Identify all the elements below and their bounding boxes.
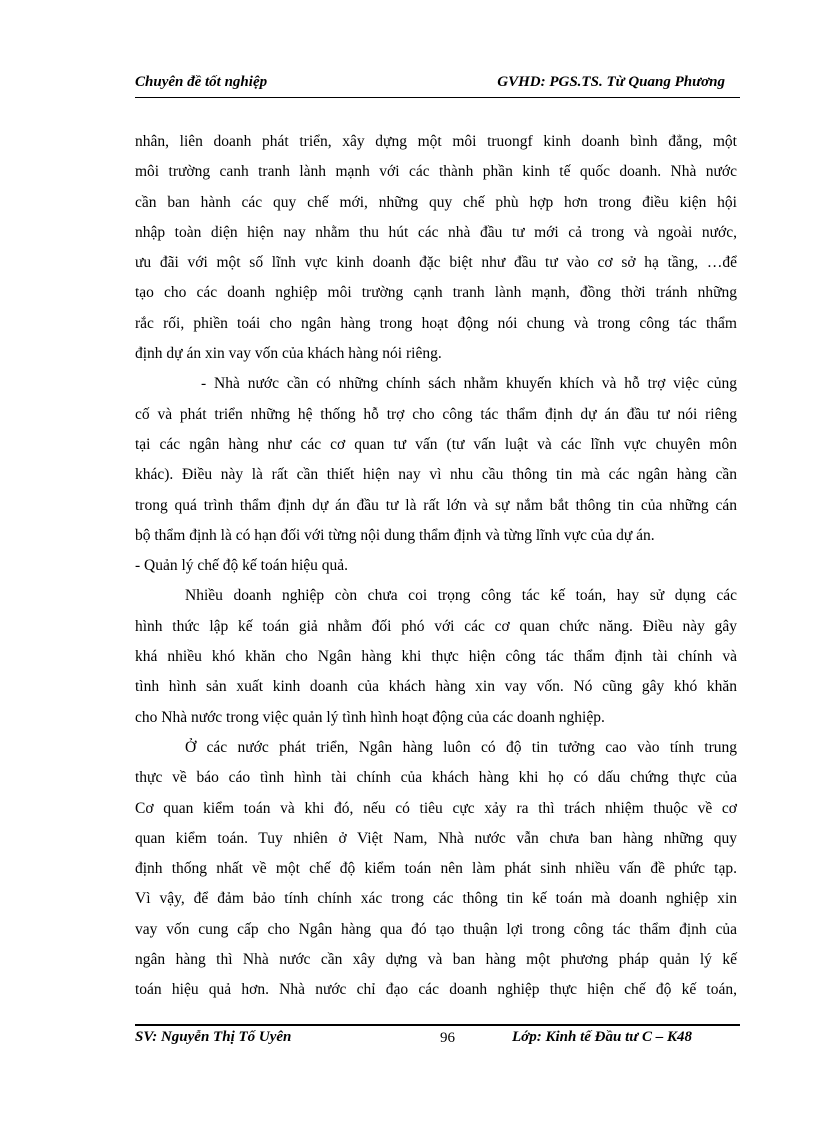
- text-line: hình thức lập kế toán giả nhằm đối phó với các cơ quan chức năng. Điều này gây: [135, 617, 737, 635]
- text-line: Vì vậy, để đảm bảo tính chính xác trong các thông tin kế toán mà doanh nghiệp xin: [135, 890, 737, 908]
- footer-student-name: SV: Nguyễn Thị Tố Uyên: [135, 1029, 292, 1045]
- text-line: - Quản lý chế độ kế toán hiệu quả.: [135, 557, 349, 575]
- text-line: vay vốn cung cấp cho Ngân hàng qua đó tạo thuận lợi trong công tác thẩm định của: [135, 920, 737, 938]
- text-line: cần ban hành các quy chế mới, những quy chế phù hợp hơn trong điều kiện hội: [135, 193, 737, 211]
- text-line: toán hiệu quả hơn. Nhà nước chỉ đạo các doanh nghiệp thực hiện chế độ kế toán,: [135, 981, 737, 999]
- body-text: [135, 127, 737, 1006]
- text-line: rắc rối, phiền toái cho ngân hàng trong hoạt động nói chung và trong công tác thẩm: [135, 314, 737, 332]
- text-line: Nhiều doanh nghiệp còn chưa coi trọng công tác kế toán, hay sử dụng các: [185, 587, 737, 605]
- text-line: cố và phát triển những hệ thống hỗ trợ cho công tác thẩm định dự án đầu tư nói riêng: [135, 405, 737, 423]
- page-header: [135, 74, 725, 96]
- text-line: nhập toàn diện hiện nay nhằm thu hút các nhà đầu tư mới cả trong và ngoài nước,: [135, 223, 737, 241]
- text-line: Ở các nước phát triển, Ngân hàng luôn có độ tin tưởng cao vào tính trung: [185, 738, 737, 756]
- text-line: ưu đãi với một số lĩnh vực kinh doanh đặc biệt như đầu tư vào cơ sở hạ tầng, …để: [135, 254, 737, 272]
- text-line: thực về báo cáo tình hình tài chính của khách hàng khi họ có dấu chứng thực của: [135, 769, 737, 787]
- page-number: 96: [440, 1030, 455, 1046]
- header-supervisor: GVHD: PGS.TS. Từ Quang Phương: [497, 74, 725, 90]
- text-line: tại các ngân hàng như các cơ quan tư vấn (tư vấn luật và các lĩnh vực chuyên môn: [135, 435, 737, 453]
- header-divider: [135, 97, 740, 98]
- text-line: định thống nhất về một chế độ kiểm toán nên làm phát sinh nhiều vấn đề phức tạp.: [135, 860, 737, 878]
- text-line: trong quá trình thẩm định dự án đầu tư là rất lớn và sự nắm bắt thông tin của những cán: [135, 496, 737, 514]
- text-line: khác). Điều này là rất cần thiết hiện nay vì nhu cầu thông tin mà các ngân hàng cần: [135, 466, 737, 484]
- text-line: bộ thẩm định là có hạn đối với từng nội dung thẩm định và từng lĩnh vực của dự án.: [135, 526, 655, 544]
- text-line: môi trường canh tranh lành mạnh với các thành phần kinh tế quốc doanh. Nhà nước: [135, 163, 737, 181]
- footer-divider: [135, 1024, 740, 1026]
- text-line: tình hình sản xuất kinh doanh của khách hàng xin vay vốn. Nó cũng gây khó khăn: [135, 678, 737, 696]
- text-line: ngân hàng thì Nhà nước cần xây dựng và ban hàng một phương pháp quản lý kế: [135, 951, 737, 969]
- text-line: Cơ quan kiểm toán và khi đó, nếu có tiêu cực xảy ra thì trách nhiệm thuộc về cơ: [135, 799, 737, 817]
- text-line: nhân, liên doanh phát triển, xây dựng một môi truongf kinh doanh bình đẳng, một: [135, 133, 737, 150]
- text-line: định dự án xin vay vốn của khách hàng nói riêng.: [135, 345, 442, 363]
- footer-class-name: Lớp: Kinh tế Đầu tư C – K48: [512, 1029, 692, 1045]
- text-line: quan kiểm toán. Tuy nhiên ở Việt Nam, Nhà nước vẫn chưa ban hàng những quy: [135, 829, 737, 847]
- text-line: cho Nhà nước trong việc quản lý tình hình hoạt động của các doanh nghiệp.: [135, 708, 605, 726]
- text-line: khá nhiều khó khăn cho Ngân hàng khi thực hiện công tác thẩm định tài chính và: [135, 648, 737, 666]
- header-report-type: Chuyên đề tốt nghiệp: [135, 74, 268, 90]
- text-line: - Nhà nước cần có những chính sách nhằm khuyến khích và hỗ trợ việc củng: [201, 375, 737, 393]
- text-line: tạo cho các doanh nghiệp môi trường cạnh tranh lành mạnh, đồng thời tránh những: [135, 284, 737, 302]
